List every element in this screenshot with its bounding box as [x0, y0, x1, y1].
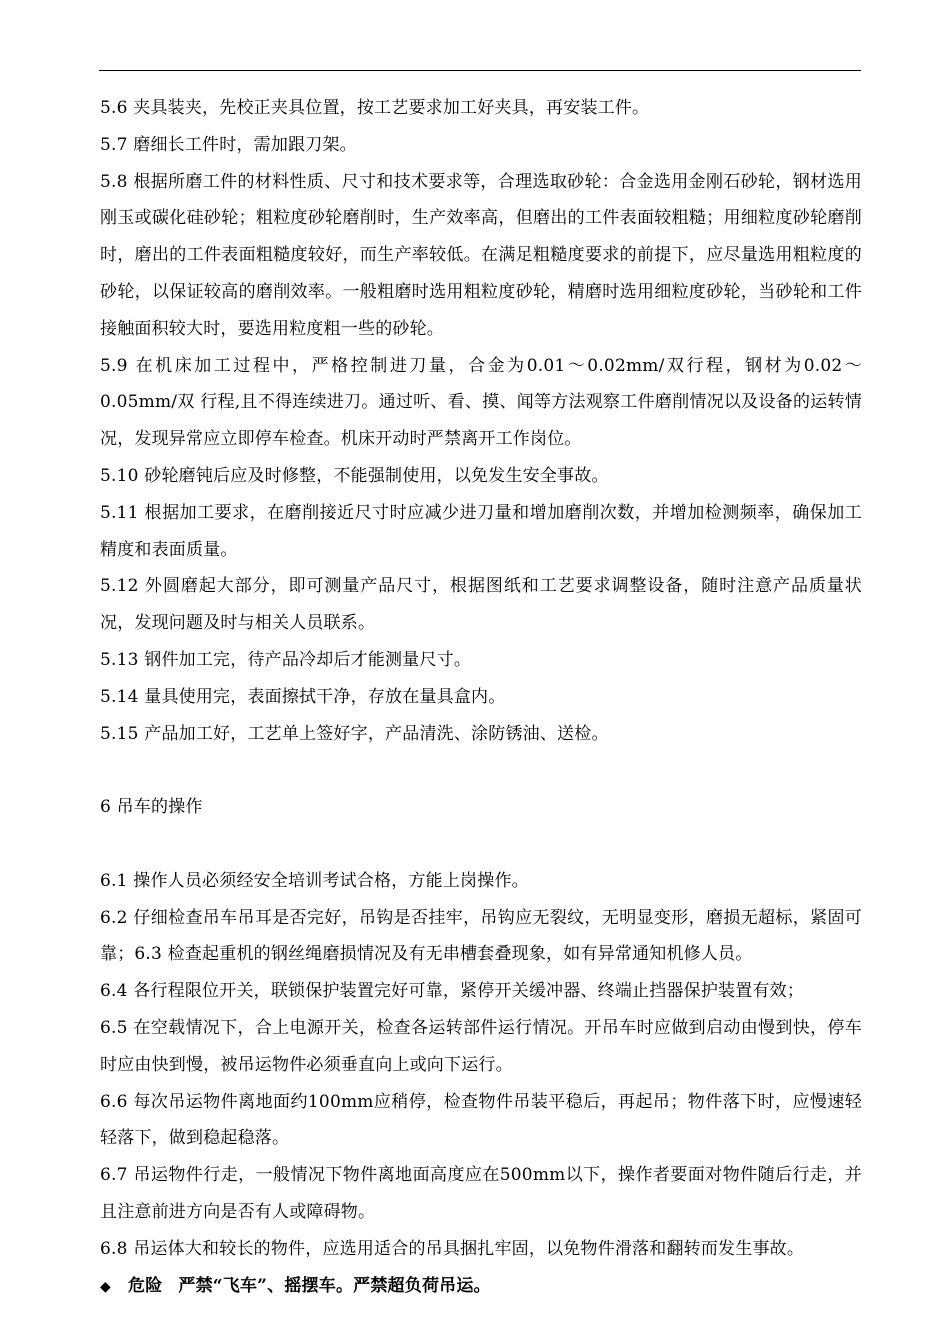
clause-5-9: 5.9 在机床加工过程中，严格控制进刀量，合金为0.01～0.02mm/双行程，钢材为0.02～0.05mm/双 行程,且不得连续进刀。通过听、看、摸、闻等方法观察工件磨削情况以及设备的运转情况，发现异常应立即停车检查。机床开动时严禁离开工作岗位。 [100, 355, 862, 450]
clause-6-8: 6.8 吊运体大和较长的物件，应选用适合的吊具捆扎牢固，以免物件滑落和翻转而发生事故。 [100, 1238, 805, 1259]
section-6-heading: 6 吊车的操作 [100, 797, 203, 818]
clause-6-5: 6.5 在空载情况下，合上电源开关，检查各运转部件运行情况。开吊车时应做到启动由慢到快，停车时应由快到慢，被吊运物件必须垂直向上或向下运行。 [100, 1017, 862, 1075]
clause-5-6: 5.6 夹具装夹，先校正夹具位置，按工艺要求加工好夹具，再安装工件。 [100, 98, 650, 118]
spacer [100, 826, 862, 863]
danger-warning [100, 1268, 862, 1306]
clause-6-1: 6.1 操作人员必须经安全培训考试合格，方能上岗操作。 [100, 870, 529, 891]
clause-6-6: 6.6 每次吊运物件离地面约100mm应稍停，检查物件吊装平稳后，再起吊；物件落下时，应慢速轻轻落下，做到稳起稳落。 [100, 1091, 862, 1149]
clause-5-10: 5.10 砂轮磨钝后应及时修整，不能强制使用，以免发生安全事故。 [100, 465, 609, 486]
danger-text: 严禁“飞车”、摇摆车。严禁超负荷吊运。 [178, 1275, 491, 1296]
clause-6-4: 6.4 各行程限位开关，联锁保护装置完好可靠，紧停开关缓冲器、终端止挡器保护装置有效； [100, 981, 805, 1002]
danger-label: 危险 [128, 1275, 163, 1296]
clause-5-15: 5.15 产品加工好，工艺单上签好字，产品清洗、涂防锈油、送检。 [100, 723, 609, 744]
clause-5-12: 5.12 外圆磨起大部分，即可测量产品尺寸，根据图纸和工艺要求调整设备，随时注意产品质量状况，发现问题及时与相关人员联系。 [100, 576, 862, 634]
document-body [100, 90, 862, 1305]
clause-5-14: 5.14 量具使用完，表面擦拭干净，存放在量具盒内。 [100, 686, 506, 707]
clause-5-8: 5.8 根据所磨工件的材料性质、尺寸和技术要求等，合理选取砂轮：合金选用金刚石砂轮，钢材选用刚玉或碳化硅砂轮；粗粒度砂轮磨削时，生产效率高，但磨出的工件表面较粗糙；用细粒度砂轮磨削时，磨出的工件表面粗糙度较好，而生产率较低。在满足粗糙度要求的前提下，应尽量选用粗粒度的砂轮，以保证较高的磨削效率。一般粗磨时选用粗粒度砂轮，精磨时选用细粒度砂轮，当砂轮和工件接触面积较大时，要选用粒度粗一些的砂轮。 [100, 171, 862, 339]
diamond-bullet-icon: ◆ [100, 1278, 111, 1295]
header-rule [99, 70, 861, 71]
spacer [100, 752, 862, 789]
clause-5-11: 5.11 根据加工要求，在磨削接近尺寸时应减少进刀量和增加磨削次数，并增加检测频率，确保加工精度和表面质量。 [100, 502, 862, 560]
clause-5-7: 5.7 磨细长工件时，需加跟刀架。 [100, 134, 357, 155]
clause-6-2: 6.2 仔细检查吊车吊耳是否完好，吊钩是否挂牢，吊钩应无裂纹，无明显变形，磨损无超标，紧固可靠；6.3 检查起重机的钢丝绳磨损情况及有无串槽套叠现象，如有异常通知机修人员。 [100, 907, 862, 965]
clause-6-7: 6.7 吊运物件行走，一般情况下物件离地面高度应在500mm以下，操作者要面对物件随后行走，并且注意前进方向是否有人或障碍物。 [100, 1165, 862, 1222]
clause-5-13: 5.13 钢件加工完，待产品冷却后才能测量尺寸。 [100, 649, 472, 670]
